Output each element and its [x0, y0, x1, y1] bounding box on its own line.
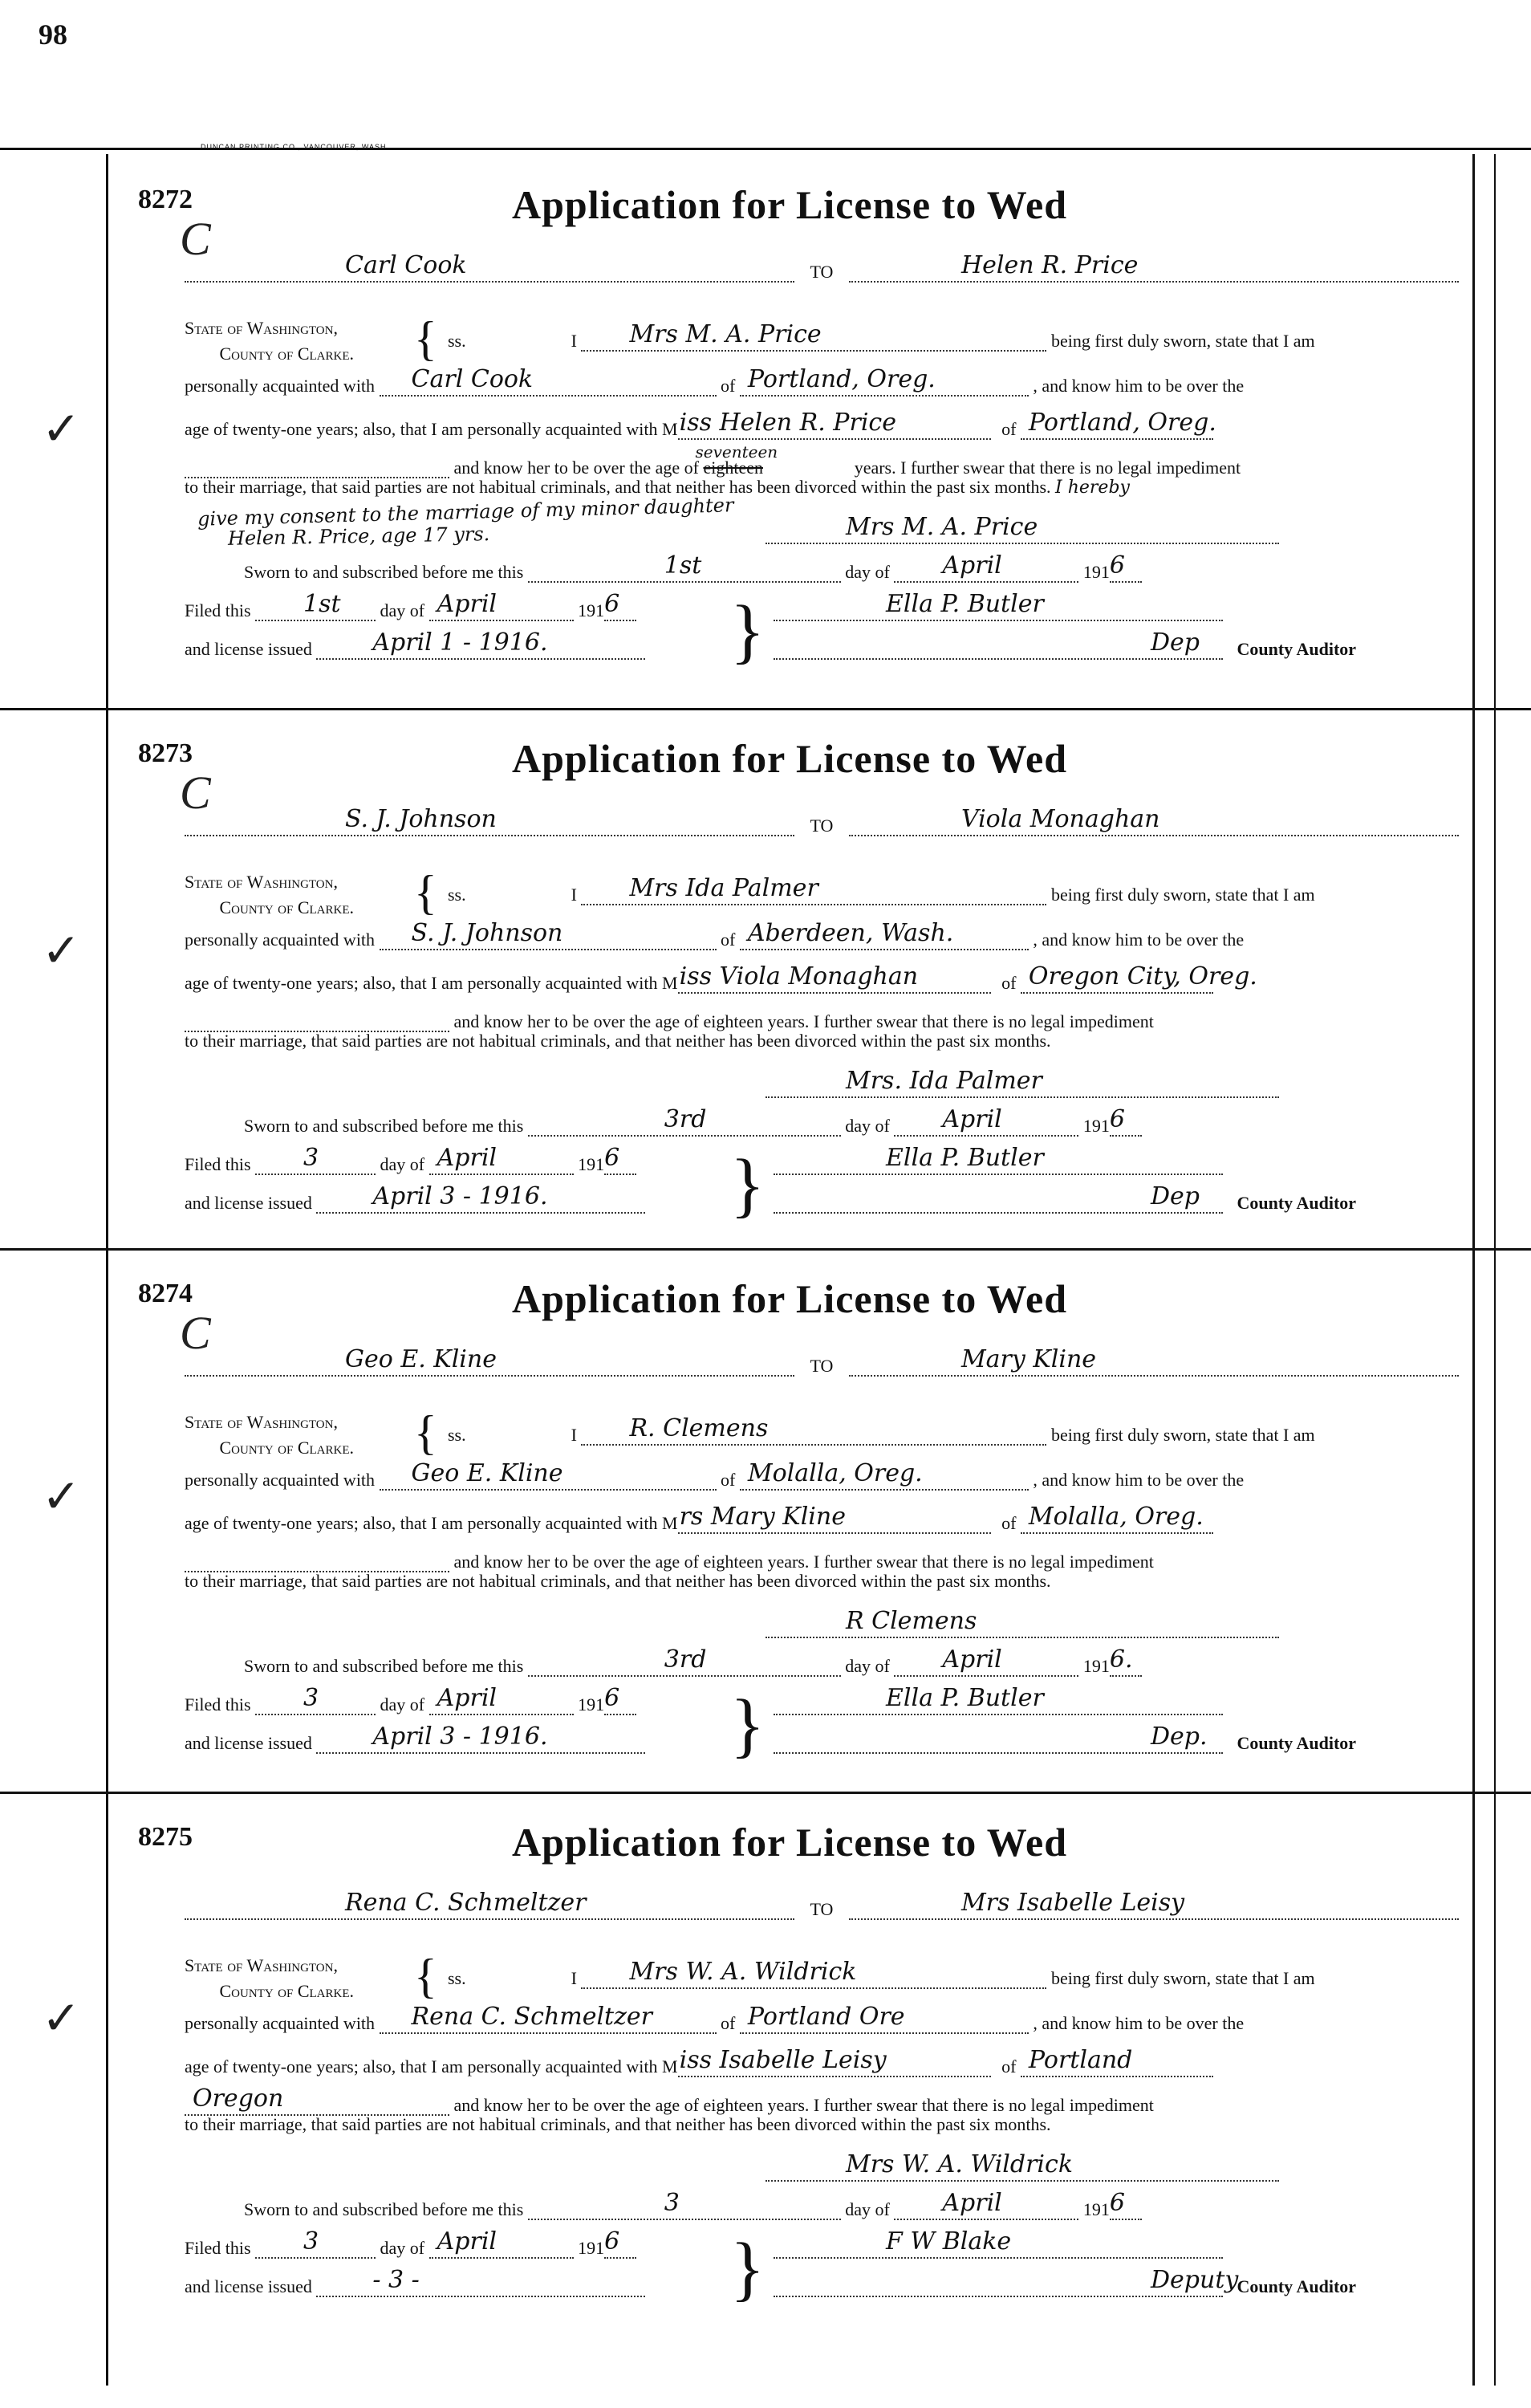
acquainted-her-row	[185, 962, 1517, 994]
of-label: of	[1001, 2056, 1017, 2076]
affiant-field: Mrs W. A. Wildrick	[581, 1967, 1046, 1989]
of-label: of	[1001, 973, 1017, 993]
affiant-field: R. Clemens	[581, 1423, 1046, 1446]
filed-month-field: April	[429, 2236, 574, 2259]
acquainted-label: personally acquainted with	[185, 929, 376, 950]
acquainted-label: personally acquainted with	[185, 1470, 376, 1490]
parties-row	[185, 1345, 1517, 1377]
parties-row	[185, 251, 1517, 283]
groom-place-field: Portland, Oreg.	[740, 374, 1029, 397]
check-mark-icon: ✓	[42, 1469, 81, 1523]
form-title: Application for License to Wed	[511, 1276, 1068, 1321]
auditor-row	[774, 1723, 1456, 1754]
groom-field: Carl Cook	[185, 260, 794, 283]
brace-icon: }	[730, 2229, 766, 2308]
brace-icon: }	[730, 1686, 766, 1765]
i-label: I	[571, 1425, 577, 1445]
filed-this-label: Filed this	[185, 1694, 251, 1714]
consent-note-line2: Helen R. Price, age 17 yrs.	[227, 523, 490, 550]
i-label: I	[571, 885, 577, 905]
clerk-c-mark: C	[180, 213, 211, 265]
form-separator	[0, 708, 1531, 710]
county-auditor-label: County Auditor	[1237, 1733, 1357, 1753]
form-title: Application for License to Wed	[511, 182, 1068, 227]
impediment-text: years. I further swear that there is no legal impediment	[767, 1552, 1154, 1572]
filed-month-field: April	[429, 1693, 574, 1715]
check-mark-icon: ✓	[42, 1991, 81, 2045]
year-prefix: 191	[1082, 2199, 1110, 2219]
auditor-row	[774, 1182, 1456, 1214]
age-printed: eighteen	[703, 2095, 763, 2115]
day-of-label: day of	[380, 2238, 425, 2258]
age-21-text: age of twenty-one years; also, that I am personally acquainted with M	[185, 419, 678, 439]
signature-field: R Clemens	[766, 1616, 1279, 1638]
bride-field: Helen R. Price	[849, 260, 1459, 283]
clerk-field: Ella P. Butler	[774, 599, 1223, 621]
clerk-field: F W Blake	[774, 2236, 1223, 2259]
sworn-month-field: April	[894, 560, 1078, 583]
county-auditor-label: County Auditor	[1237, 1193, 1357, 1213]
day-of-label: day of	[845, 2199, 890, 2219]
bride-name-field: iss Helen R. Price	[678, 417, 991, 440]
issued-field: April 3 - 1916.	[316, 1731, 645, 1754]
marriage-text: to their marriage, that said parties are not habitual criminals, and that neither has been divorced within the past six months.	[185, 1571, 1051, 1591]
sworn-state-text: being first duly sworn, state that I am	[1050, 885, 1315, 905]
to-label: TO	[810, 816, 834, 836]
sworn-row	[244, 1645, 1448, 1677]
county-label: County of Clarke.	[219, 1438, 355, 1458]
sworn-state-text: being first duly sworn, state that I am	[1050, 331, 1315, 351]
bride-place-field: Portland, Oreg.	[1021, 417, 1213, 440]
day-of-label: day of	[380, 1694, 425, 1714]
bride-residence-field	[185, 1010, 449, 1032]
bride-field: Mrs Isabelle Leisy	[849, 1898, 1459, 1920]
filed-year-field: 6	[604, 1693, 636, 1715]
auditor-row	[774, 628, 1456, 660]
filed-day-field: 3	[255, 2236, 376, 2259]
sworn-day-field: 1st	[528, 560, 841, 583]
acquainted-him-row	[185, 919, 1517, 950]
acquainted-him-row	[185, 365, 1517, 397]
sworn-row	[244, 551, 1448, 583]
brace-icon: {	[414, 1950, 437, 2003]
sworn-year-field: 6	[1110, 2198, 1142, 2220]
age-21-text: age of twenty-one years; also, that I am personally acquainted with M	[185, 1513, 678, 1533]
filed-year-field: 6	[604, 2236, 636, 2259]
acquainted-him-row	[185, 2003, 1517, 2034]
age-printed: eighteen	[703, 458, 763, 478]
year-prefix: 191	[1082, 562, 1110, 582]
acquainted-her-row	[185, 409, 1517, 440]
brace-icon: {	[414, 866, 437, 919]
affiant-row	[448, 320, 1523, 352]
groom-field: S. J. Johnson	[185, 814, 794, 836]
age-21-text: age of twenty-one years; also, that I am personally acquainted with M	[185, 973, 678, 993]
parties-row	[185, 805, 1517, 836]
filed-month-field: April	[429, 1153, 574, 1175]
sworn-year-field: 6	[1110, 560, 1142, 583]
license-application	[108, 157, 1472, 703]
sworn-before-text: Sworn to and subscribed before me this	[244, 2199, 524, 2219]
bride-place-field: Molalla, Oreg.	[1021, 1511, 1213, 1534]
age-printed: eighteen	[703, 1011, 763, 1031]
marriage-row	[185, 1031, 1517, 1051]
day-of-label: day of	[845, 1656, 890, 1676]
sworn-day-field: 3	[528, 2198, 841, 2220]
groom-name-field: Carl Cook	[380, 374, 717, 397]
bride-residence-field: Oregon	[185, 2093, 449, 2116]
filed-this-label: Filed this	[185, 1154, 251, 1174]
age-written: seventeen	[695, 442, 778, 462]
day-of-label: day of	[380, 1154, 425, 1174]
to-label: TO	[810, 1899, 834, 1919]
license-issued-label: and license issued	[185, 1193, 312, 1213]
clerk-row	[774, 590, 1255, 621]
license-issued-label: and license issued	[185, 1733, 312, 1753]
filed-this-label: Filed this	[185, 2238, 251, 2258]
year-prefix: 191	[578, 600, 605, 620]
sworn-month-field: April	[894, 1654, 1078, 1677]
of-label: of	[1001, 419, 1017, 439]
printer-imprint: DUNCAN PRINTING CO., VANCOUVER, WASH.	[201, 143, 390, 151]
age-her-row	[185, 442, 1517, 478]
acquainted-him-row	[185, 1459, 1517, 1491]
county-label: County of Clarke.	[219, 1981, 355, 2001]
know-her-text: and know her to be over the age of	[453, 2095, 699, 2115]
age-21-text: age of twenty-one years; also, that I am personally acquainted with M	[185, 2056, 678, 2076]
marriage-row	[185, 1571, 1517, 1592]
know-him-text: , and know him to be over the	[1033, 1470, 1245, 1490]
know-him-text: , and know him to be over the	[1033, 2013, 1245, 2033]
bride-field: Viola Monaghan	[849, 814, 1459, 836]
county-auditor-label: County Auditor	[1237, 2276, 1357, 2296]
groom-name-field: Rena C. Schmeltzer	[380, 2011, 717, 2034]
know-her-text: and know her to be over the age of	[453, 1011, 699, 1031]
of-label: of	[721, 929, 736, 950]
of-label: of	[721, 2013, 736, 2033]
filed-day-field: 3	[255, 1153, 376, 1175]
application-number: 8274	[138, 1279, 193, 1308]
bride-residence-field	[185, 1550, 449, 1572]
filed-day-field: 1st	[255, 599, 376, 621]
year-prefix: 191	[578, 1154, 605, 1174]
ss-label: ss.	[448, 885, 466, 905]
sworn-day-field: 3rd	[528, 1654, 841, 1677]
acquainted-label: personally acquainted with	[185, 376, 376, 396]
impediment-text: years. I further swear that there is no legal impediment	[767, 2095, 1154, 2115]
brace-icon: {	[414, 312, 437, 365]
bride-name-field: iss Isabelle Leisy	[678, 2055, 991, 2077]
of-label: of	[1001, 1513, 1017, 1533]
sworn-state-text: being first duly sworn, state that I am	[1050, 1968, 1315, 1988]
know-her-text: and know her to be over the age of	[453, 458, 699, 478]
affiant-row	[448, 874, 1523, 905]
marriage-row	[185, 2114, 1517, 2135]
age-her-row	[185, 1010, 1517, 1032]
issued-field: April 1 - 1916.	[316, 637, 645, 660]
deputy-field: Dep.	[774, 1731, 1223, 1754]
filed-day-field: 3	[255, 1693, 376, 1715]
clerk-row	[774, 1144, 1255, 1175]
application-number: 8272	[138, 185, 193, 214]
day-of-label: day of	[845, 562, 890, 582]
county-label: County of Clarke.	[219, 897, 355, 917]
deputy-field: Dep	[774, 637, 1223, 660]
sworn-row	[244, 1105, 1448, 1137]
issued-field: - 3 -	[316, 2275, 645, 2297]
know-him-text: , and know him to be over the	[1033, 929, 1245, 950]
signature-row	[766, 1607, 1327, 1638]
acquainted-her-row	[185, 1503, 1517, 1534]
year-prefix: 191	[578, 1694, 605, 1714]
filed-this-label: Filed this	[185, 600, 251, 620]
signature-field: Mrs W. A. Wildrick	[766, 2159, 1279, 2182]
consent-note-end: I hereby	[1055, 478, 1130, 498]
sworn-year-field: 6.	[1110, 1654, 1142, 1677]
year-prefix: 191	[1082, 1116, 1110, 1136]
auditor-row	[774, 2266, 1456, 2297]
issued-field: April 3 - 1916.	[316, 1191, 645, 1214]
year-prefix: 191	[1082, 1656, 1110, 1676]
groom-field: Rena C. Schmeltzer	[185, 1898, 794, 1920]
deputy-field: Deputy	[774, 2275, 1223, 2297]
state-label: State of Washington,	[185, 1955, 338, 1975]
filed-year-field: 6	[604, 1153, 636, 1175]
marriage-text: to their marriage, that said parties are not habitual criminals, and that neither has been divorced within the past six months.	[185, 2114, 1051, 2134]
page-number: 98	[39, 18, 67, 51]
ss-label: ss.	[448, 331, 466, 351]
sworn-before-text: Sworn to and subscribed before me this	[244, 562, 524, 582]
deputy-field: Dep	[774, 1191, 1223, 1214]
bride-field: Mary Kline	[849, 1354, 1459, 1377]
i-label: I	[571, 331, 577, 351]
application-number: 8275	[138, 1822, 193, 1852]
acquainted-her-row	[185, 2046, 1517, 2077]
of-label: of	[721, 1470, 736, 1490]
license-issued-label: and license issued	[185, 639, 312, 659]
clerk-c-mark: C	[180, 1307, 211, 1359]
age-printed: eighteen	[703, 1552, 763, 1572]
sworn-state-text: being first duly sworn, state that I am	[1050, 1425, 1315, 1445]
to-label: TO	[810, 1356, 834, 1376]
of-label: of	[721, 376, 736, 396]
bride-place-field: Portland	[1021, 2055, 1213, 2077]
application-number: 8273	[138, 738, 193, 768]
consent-note-line1: give my consent to the marriage of my minor daughter	[197, 494, 734, 531]
county-auditor-label: County Auditor	[1237, 639, 1357, 659]
state-label: State of Washington,	[185, 1412, 338, 1432]
bride-residence-field	[185, 456, 449, 478]
license-issued-label: and license issued	[185, 2276, 312, 2296]
sworn-year-field: 6	[1110, 1114, 1142, 1137]
bride-name-field: rs Mary Kline	[678, 1511, 991, 1534]
clerk-row	[774, 2227, 1255, 2259]
impediment-text: years. I further swear that there is no legal impediment	[854, 458, 1241, 478]
groom-place-field: Molalla, Oreg.	[740, 1468, 1029, 1491]
affiant-row	[448, 1414, 1523, 1446]
affiant-row	[448, 1958, 1523, 1989]
year-prefix: 191	[578, 2238, 605, 2258]
sworn-before-text: Sworn to and subscribed before me this	[244, 1116, 524, 1136]
sworn-day-field: 3rd	[528, 1114, 841, 1137]
marriage-row	[185, 477, 1517, 498]
license-application	[108, 711, 1472, 1257]
sworn-month-field: April	[894, 2198, 1078, 2220]
brace-icon: }	[730, 592, 766, 671]
sworn-month-field: April	[894, 1114, 1078, 1137]
bride-place-field: Oregon City, Oreg.	[1021, 971, 1213, 994]
signature-field: Mrs. Ida Palmer	[766, 1076, 1279, 1098]
signature-field: Mrs M. A. Price	[766, 522, 1279, 544]
ss-label: ss.	[448, 1425, 466, 1445]
brace-icon: {	[414, 1406, 437, 1459]
top-rule	[0, 148, 1531, 150]
county-label: County of Clarke.	[219, 344, 355, 364]
state-label: State of Washington,	[185, 872, 338, 892]
check-mark-icon: ✓	[42, 923, 81, 978]
bride-name-field: iss Viola Monaghan	[678, 971, 991, 994]
signature-row	[766, 1067, 1327, 1098]
form-title: Application for License to Wed	[511, 736, 1068, 781]
affiant-field: Mrs M. A. Price	[581, 329, 1046, 352]
groom-place-field: Portland Ore	[740, 2011, 1029, 2034]
groom-name-field: Geo E. Kline	[380, 1468, 717, 1491]
groom-place-field: Aberdeen, Wash.	[740, 928, 1029, 950]
marriage-text: to their marriage, that said parties are not habitual criminals, and that neither has been divorced within the past six months.	[185, 1031, 1051, 1051]
marriage-text: to their marriage, that said parties are not habitual criminals, and that neither has been divorced within the past six months.	[185, 477, 1051, 497]
acquainted-label: personally acquainted with	[185, 2013, 376, 2033]
license-application	[108, 1251, 1472, 1797]
check-mark-icon: ✓	[42, 401, 81, 456]
affiant-field: Mrs Ida Palmer	[581, 883, 1046, 905]
sworn-before-text: Sworn to and subscribed before me this	[244, 1656, 524, 1676]
know-her-text: and know her to be over the age of	[453, 1552, 699, 1572]
clerk-c-mark: C	[180, 767, 211, 819]
form-title: Application for License to Wed	[511, 1820, 1068, 1865]
groom-field: Geo E. Kline	[185, 1354, 794, 1377]
age-her-row	[185, 2085, 1517, 2116]
day-of-label: day of	[845, 1116, 890, 1136]
license-application	[108, 1795, 1472, 2341]
i-label: I	[571, 1968, 577, 1988]
filed-month-field: April	[429, 599, 574, 621]
age-her-row	[185, 1550, 1517, 1572]
impediment-text: years. I further swear that there is no legal impediment	[767, 1011, 1154, 1031]
clerk-row	[774, 1684, 1255, 1715]
know-him-text: , and know him to be over the	[1033, 376, 1245, 396]
signature-row	[766, 2150, 1327, 2182]
clerk-field: Ella P. Butler	[774, 1693, 1223, 1715]
state-label: State of Washington,	[185, 318, 338, 338]
sworn-row	[244, 2189, 1448, 2220]
parties-row	[185, 1889, 1517, 1920]
clerk-field: Ella P. Butler	[774, 1153, 1223, 1175]
ss-label: ss.	[448, 1968, 466, 1988]
to-label: TO	[810, 262, 834, 282]
groom-name-field: S. J. Johnson	[380, 928, 717, 950]
filed-year-field: 6	[604, 599, 636, 621]
brace-icon: }	[730, 1145, 766, 1225]
signature-row	[766, 513, 1327, 544]
day-of-label: day of	[380, 600, 425, 620]
